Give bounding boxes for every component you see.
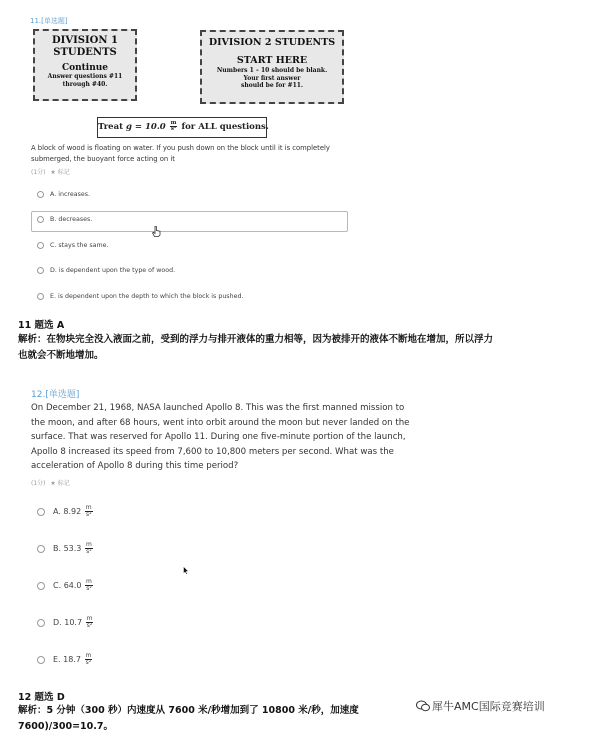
explanation-11: 解析：在物块完全没入液面之前，受到的浮力与排开液体的重力相等，因为被排开的液体不断地在增加，所以浮力也就会不断地增加。 bbox=[18, 334, 494, 361]
q12-option-a[interactable]: A. 8.92 $\frac{m}{\text{s²}}$ bbox=[37, 503, 94, 521]
question-12-text: On December 21, 1968, NASA launched Apollo 8. This was the first manned mission to the moon, and after 68 hours, went into orbit around the moon but never landed on the surface. That was reserved for Apollo 11. During one five-minute portion of the launch, Apollo 8 increased its speed from 7,600 to 10,800 meters per second. What was the acceleration of Apollo 8 during this time period? bbox=[31, 403, 410, 472]
q11-option-c[interactable]: C. stays the same. bbox=[37, 240, 109, 252]
answer-11: 11 题选 A bbox=[18, 320, 65, 331]
division-1-continue: Continue bbox=[61, 63, 109, 73]
question-12-number: 12.[单选题] bbox=[31, 390, 80, 400]
q12-option-d[interactable]: D. 10.7 $\frac{m}{\text{s²}}$ bbox=[37, 614, 94, 632]
radio-icon[interactable] bbox=[37, 293, 44, 300]
radio-icon[interactable] bbox=[37, 216, 44, 223]
unit-fraction: $\frac{m}{\text{s²}}$ bbox=[86, 578, 92, 592]
question-11-text: A block of wood is floating on water. If you push down on the block until it is completely submerged, the buoyant force acting on it bbox=[31, 144, 330, 163]
division-1-box bbox=[33, 29, 137, 101]
radio-icon[interactable] bbox=[37, 582, 45, 590]
explanation-12-line-2: 7600)/300=10.7。 bbox=[18, 721, 113, 732]
gravity-unit: $\frac{m}{\text{s²}}$ bbox=[170, 119, 177, 132]
division-1-note-1: Answer questions #11 bbox=[47, 73, 123, 81]
explanation-12-line-1: 解析：5 分钟（300 秒）内速度从 7600 米/秒增加到了 10800 米/秒，加速度 bbox=[18, 705, 359, 716]
q11-option-d[interactable]: D. is dependent upon the type of wood. bbox=[37, 265, 175, 277]
question-11-number: 11.[单选题] bbox=[30, 17, 68, 25]
unit-fraction: $\frac{m}{\text{s²}}$ bbox=[85, 504, 92, 518]
division-2-box bbox=[200, 30, 344, 104]
division-2-title: DIVISION 2 STUDENTS bbox=[208, 37, 336, 48]
q11-option-e[interactable]: E. is dependent upon the depth to which the block is pushed. bbox=[37, 291, 243, 303]
mark-button[interactable]: ★ 标记 bbox=[50, 169, 70, 176]
radio-icon[interactable] bbox=[37, 619, 45, 627]
division-2-note-2: Your first answer bbox=[243, 74, 301, 82]
q12-option-c[interactable]: C. 64.0 $\frac{m}{\text{s²}}$ bbox=[37, 577, 94, 595]
radio-icon[interactable] bbox=[37, 508, 45, 516]
division-2-note-1: Numbers 1 – 10 should be blank. bbox=[216, 66, 328, 74]
unit-fraction: $\frac{m}{\text{s²}}$ bbox=[85, 652, 92, 666]
answer-12: 12 题选 D bbox=[18, 692, 65, 703]
division-1-title-2: STUDENTS bbox=[53, 46, 117, 58]
arrow-cursor-icon bbox=[183, 566, 189, 575]
mark-button[interactable]: ★ 标记 bbox=[50, 480, 70, 487]
q11-option-a[interactable]: A. increases. bbox=[37, 189, 90, 201]
wechat-icon bbox=[416, 700, 430, 712]
q12-option-b[interactable]: B. 53.3 $\frac{m}{\text{s²}}$ bbox=[37, 540, 94, 558]
radio-icon[interactable] bbox=[37, 242, 44, 249]
treat-gravity-box: Treat g = 10.0 $\frac{m}{\text{s²}}$ for ALL questions. bbox=[97, 117, 267, 138]
q11-option-b[interactable]: B. decreases. bbox=[37, 214, 92, 226]
unit-fraction: $\frac{m}{\text{s²}}$ bbox=[85, 541, 92, 555]
radio-icon[interactable] bbox=[37, 545, 45, 553]
radio-icon[interactable] bbox=[37, 656, 45, 664]
radio-icon[interactable] bbox=[37, 267, 44, 274]
unit-fraction: $\frac{m}{\text{s²}}$ bbox=[86, 615, 93, 629]
division-1-title-1: DIVISION 1 bbox=[52, 35, 118, 46]
hand-cursor-icon bbox=[152, 226, 161, 237]
q12-option-e[interactable]: E. 18.7 $\frac{m}{\text{s²}}$ bbox=[37, 651, 93, 669]
division-1-note-2: through #40. bbox=[62, 81, 108, 89]
question-11-score: (1分) ★ 标记 bbox=[31, 169, 70, 176]
gravity-formula: g = 10.0 bbox=[126, 122, 166, 132]
division-2-start-here: START HERE bbox=[236, 54, 308, 66]
question-12-score: (1分) ★ 标记 bbox=[31, 480, 70, 487]
watermark bbox=[412, 698, 549, 714]
radio-icon[interactable] bbox=[37, 191, 44, 198]
division-2-note-3: should be for #11. bbox=[240, 82, 304, 90]
watermark-text: 犀牛AMC国际竞赛培训 bbox=[432, 700, 545, 713]
